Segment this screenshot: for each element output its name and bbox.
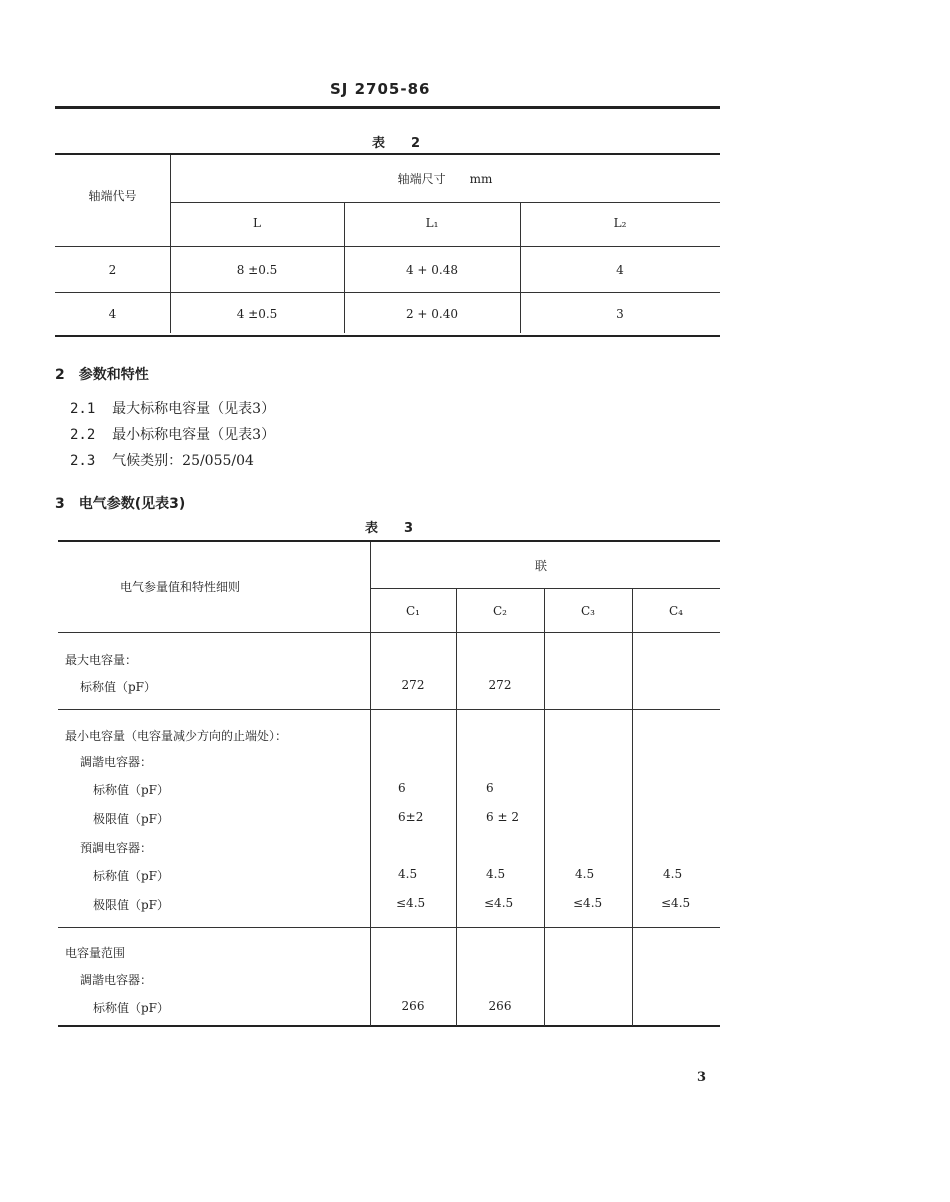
item-number: 2.3 — [70, 453, 96, 469]
table3-subcol: C₁ — [406, 604, 420, 618]
table3-vline — [544, 589, 545, 1026]
table3-value: ≤4.5 — [484, 896, 514, 910]
item-text: 气候类别：25/055/04 — [112, 453, 254, 469]
table3-value: 6 ± 2 — [486, 810, 519, 824]
item-number: 2.2 — [70, 427, 96, 443]
table3-value: ≤4.5 — [661, 896, 691, 910]
item-text: 最大标称电容量（见表3） — [112, 401, 276, 417]
table3-row-label: 极限值（pF） — [93, 898, 170, 912]
table3-value: 4.5 — [398, 867, 418, 881]
table2-caption: 表 2 — [372, 136, 421, 151]
table2-row-L: 4 ±0.5 — [236, 307, 278, 321]
table3-value: 6 — [486, 781, 494, 795]
table3-value: ≤4.5 — [573, 896, 603, 910]
table3-sub-label: 調諧电容器： — [80, 755, 153, 769]
table3-subcol: C₂ — [493, 604, 507, 618]
table3-header-param: 电气参量值和特性细则 — [120, 580, 241, 594]
section2-title: 2 参数和特性 — [55, 367, 149, 383]
table2-bottom-rule — [55, 335, 720, 337]
table2-row-L: 8 ±0.5 — [236, 263, 278, 277]
table3-rule — [58, 709, 720, 710]
section2-item — [70, 450, 254, 470]
table3-block-label: 最大电容量： — [65, 653, 138, 667]
document-code: SJ 2705-86 — [330, 80, 431, 98]
table3-header-group: 联 — [535, 559, 548, 573]
table3-value: 4.5 — [663, 867, 683, 881]
table2-row-L1: 4 + 0.48 — [405, 263, 459, 277]
table2-row-code: 4 — [108, 307, 117, 321]
table2-rule — [55, 292, 720, 293]
table3-caption: 表 3 — [365, 521, 414, 536]
table3-rule — [58, 927, 720, 928]
table2-rule — [55, 246, 720, 247]
table3-vline — [632, 589, 633, 1026]
table3-rule — [58, 632, 720, 633]
table3-row-label: 标称值（pF） — [93, 783, 170, 797]
item-number: 2.1 — [70, 401, 96, 417]
table2-row-code: 2 — [108, 263, 117, 277]
table3-value: 272 — [488, 678, 512, 692]
table3-top-rule — [58, 540, 720, 542]
table3-row-label: 标称值（pF） — [93, 1001, 170, 1015]
table3-block-label: 最小电容量（电容量减少方向的止端处）： — [65, 729, 288, 743]
table2-row-L2: 3 — [616, 307, 624, 321]
table3-subcol: C₄ — [669, 604, 683, 618]
table2-top-rule — [55, 153, 720, 155]
table3-value: 6±2 — [398, 810, 424, 824]
item-text: 最小标称电容量（见表3） — [112, 427, 276, 443]
table3-row-label: 标称值（pF） — [80, 680, 157, 694]
table2-row-L1: 2 + 0.40 — [405, 307, 459, 321]
table2-subcol-L1: L₁ — [425, 216, 439, 230]
table3-sub-label: 調諧电容器： — [80, 973, 153, 987]
section2-item — [70, 424, 275, 444]
table3-value: 6 — [398, 781, 406, 795]
table2-subcol-L2: L₂ — [613, 216, 627, 230]
table2-header-code: 轴端代号 — [88, 189, 137, 203]
page-number: 3 — [697, 1070, 707, 1085]
table3-row-label: 极限值（pF） — [93, 812, 170, 826]
table3-value: 266 — [488, 999, 512, 1013]
table3-row-label: 标称值（pF） — [93, 869, 170, 883]
table2-row-L2: 4 — [616, 263, 624, 277]
table3-value: 4.5 — [575, 867, 595, 881]
section2-item — [70, 398, 275, 418]
table2-header-group: 轴端尺寸 mm — [397, 172, 493, 186]
table3-block-label: 电容量范围 — [65, 946, 126, 960]
table3-sub-label: 預調电容器： — [80, 841, 153, 855]
table2-subcol-L: L — [253, 216, 261, 230]
table3-subcol: C₃ — [581, 604, 595, 618]
header-rule — [55, 106, 720, 109]
table3-rule — [370, 588, 720, 589]
table3-value: 272 — [401, 678, 425, 692]
section3-title: 3 电气参数(见表3) — [55, 496, 186, 512]
table3-vline — [456, 589, 457, 1026]
table2-rule — [170, 202, 720, 203]
table3-bottom-rule — [58, 1025, 720, 1027]
table3-value: 266 — [401, 999, 425, 1013]
table3-value: 4.5 — [486, 867, 506, 881]
table3-value: ≤4.5 — [396, 896, 426, 910]
